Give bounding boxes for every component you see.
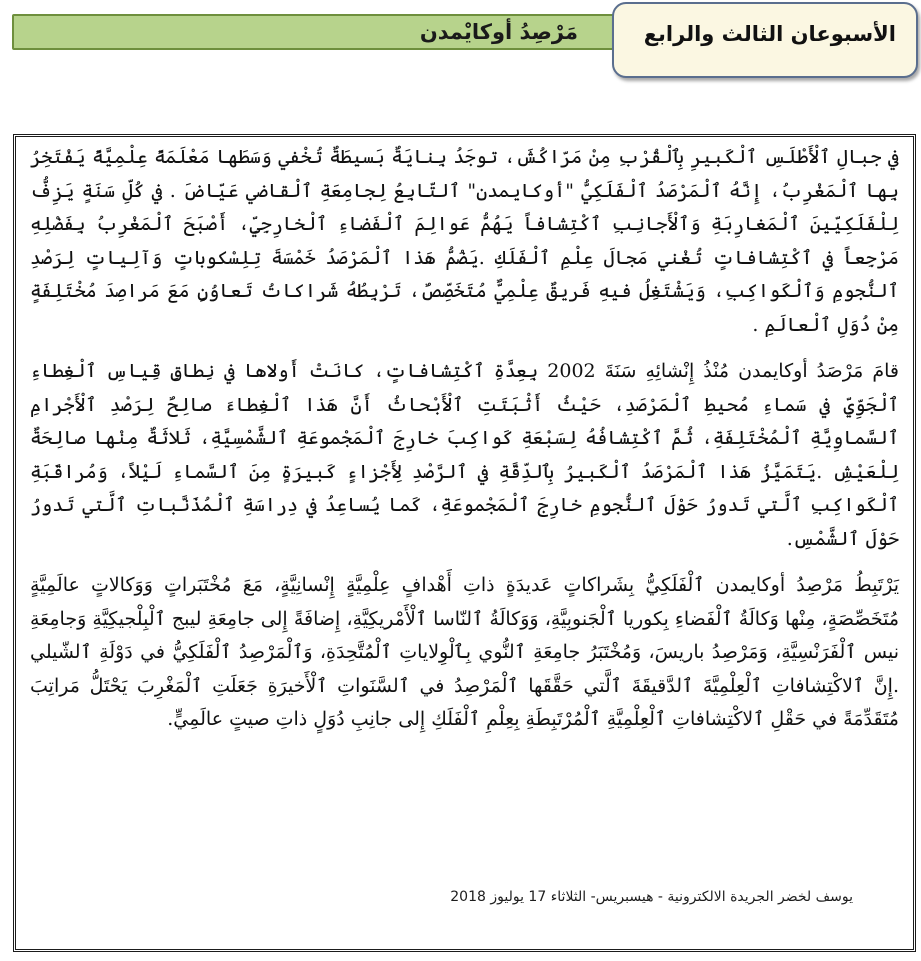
lesson-title-bar — [12, 14, 642, 50]
article-paragraph-2: قامَ مَرْصَدُ أوكايمدن مُنْذُ إِنْشائِهِ سَنَةَ 2002 بِعِدَّةِ ٱكْتِشافاتٍ، كانَتْ أَولاها في نِطاقِ قِياسِ ٱلْغِطاءِ ٱلْجَوِّيِّ في سَماءِ مُحيطِ ٱلْمَرْصَدِ، حَيْثُ أَثْبَتَتِ ٱلْأَبْحاثُ أَنَّ هَذا ٱلْغِطاءَ صالِحٌ لِرَصْدِ ٱلْأَجْرامِ ٱلسَّماوِيَّةِ ٱلْمُخْتَلِفَةِ، ثُمَّ ٱكْتِشافُهُ لِسَبْعَةِ كَواكِبَ خارِجَ ٱلْمَجْموعَةِ ٱلشَّمْسِيَّةِ، ثَلاثَةٌ مِنْها صالِحَةٌ لِلْعَيْشِ .يَتَمَيَّزُ هَذا ٱلْمَرْصَدُ ٱلْكَبيرُ بِٱلدِّقَّةِ في ٱلرَّصْدِ لِأَجْزاءٍ كَبيرَةٍ مِنَ ٱلسَّماءِ لَيْلاً، وَمُراقَبَةِ ٱلْكَواكِبِ ٱلَّتي تَدورُ حَوْلَ ٱلنُّجومِ خارِجَ ٱلْمَجْموعَةِ، كَما يُساعِدُ في دِراسَةِ ٱلْمُذَنَّباتِ ٱلَّتي تَدورُ حَوْلَ ٱلشَّمْسِ. — [30, 360, 899, 550]
article-frame — [13, 134, 916, 952]
week-label-box — [612, 2, 918, 78]
article-paragraph-3: يَرْتَبِطُ مَرْصِدُ أوكايمدن ٱلْفَلَكِيُّ بِشَراكاتٍ عَديدَةٍ ذاتِ أَهْدافٍ عِلْمِيَّةٍ إِنْسانِيَّةٍ، مَعَ مُخْتَبَراتٍ وَوَكالاتٍ عالَمِيَّةٍ مُتَخَصِّصَةٍ، مِنْها وَكالَةُ ٱلْفَضاءِ بِكوريا ٱلْجَنوبِيَّةِ، وَوَكالَةُ ٱلنّاسا ٱلْأَمْريكِيَّةِ، إِضافَةً إِلى جامِعَةِ ليبج ٱلْبِلْجيكِيَّةِ وَجامِعَةِ نيس ٱلْفَرَنْسِيَّةِ، وَمَرْصِدُ باريسَ، وَمُخْتَبَرُ جامِعَةِ ٱلنُّوي بِٱلْوِلاياتِ ٱلْمُتَّحِدَةِ، وَٱلْمَرْصِدُ ٱلْفَلَكِيُّ في دَوْلَةِ ٱلشّيلي .إِنَّ ٱلاكْتِشافاتِ ٱلْعِلْمِيَّةَ ٱلدَّقيقَةَ ٱلَّتي حَقَّقَها ٱلْمَرْصِدُ في ٱلسَّنَواتِ ٱلْأَخيرَةِ جَعَلَتِ ٱلْمَغْرِبَ يَحْتَلُّ مَراتِبَ مُتَقَدِّمَةً في حَقْلِ ٱلاكْتِشافاتِ ٱلْعِلْمِيَّةِ ٱلْمُرْتَبِطَةِ بِعِلْمِ ٱلْفَلَكِ إِلى جانِبِ دُوَلٍ ذاتِ صيتٍ عالَمِيٍّ. — [30, 574, 899, 730]
article-source: يوسف لخضر الجريدة الالكترونية - هيسبريس- الثلاثاء 17 يوليوز 2018 — [450, 889, 853, 905]
article-body — [30, 141, 899, 750]
week-label: الأسبوعان الثالث والرابع — [643, 22, 896, 46]
article-paragraph-1: في جبالِ ٱلْأَطْلَسِ ٱلْكَبيرِ بِٱلْقُرْبِ مِنْ مَرّاكُشَ، توجَدُ بِنايَةٌ بَسيطَةٌ تُخْفي وَسَطَها مَعْلَمَةً عِلْمِيَّةً يَفْتَخِرُ بِها ٱلْمَغْرِبُ، إِنَّهُ ٱلْمَرْصَدُ ٱلْفَلَكِيُّ "أوكايمدن" ٱلتّابِعُ لِجامِعَةِ ٱلْقاضي عَيّاضَ . في كُلِّ سَنَةٍ يَزِفُّ لِلْفَلَكِيّينَ ٱلْمَغارِبَةِ وَٱلْأَجانِبِ ٱكْتِشافاً يَهُمُّ عَوالِمَ ٱلْفَضاءِ ٱلْخارِجِيِّ، أَصْبَحَ ٱلْمَغْرِبُ بِفَضْلِهِ مَرْجِعاً في ٱكْتِشافاتٍ تُغْني مَجالَ عِلْمِ ٱلْفَلَكِ .يَضُمُّ هَذا ٱلْمَرْصَدُ خَمْسَةَ تِلِسْكوباتٍ وَآلِياتٍ لِرَصْدِ ٱلنُّجومِ وَٱلْكَواكِبِ، وَيَشْتَغِلُ فيهِ فَريقٌ عِلْمِيٌّ مُتَخَصِّصٌ، تَرْبِطُهُ شَراكاتُ تَعاوُنٍ مَعَ مَراصِدَ مُخْتَلِفَةٍ مِنْ دُوَلِ ٱلْعالَمِ . — [30, 146, 899, 336]
lesson-title: مَرْصِدُ أوكايْمدن — [419, 20, 578, 44]
